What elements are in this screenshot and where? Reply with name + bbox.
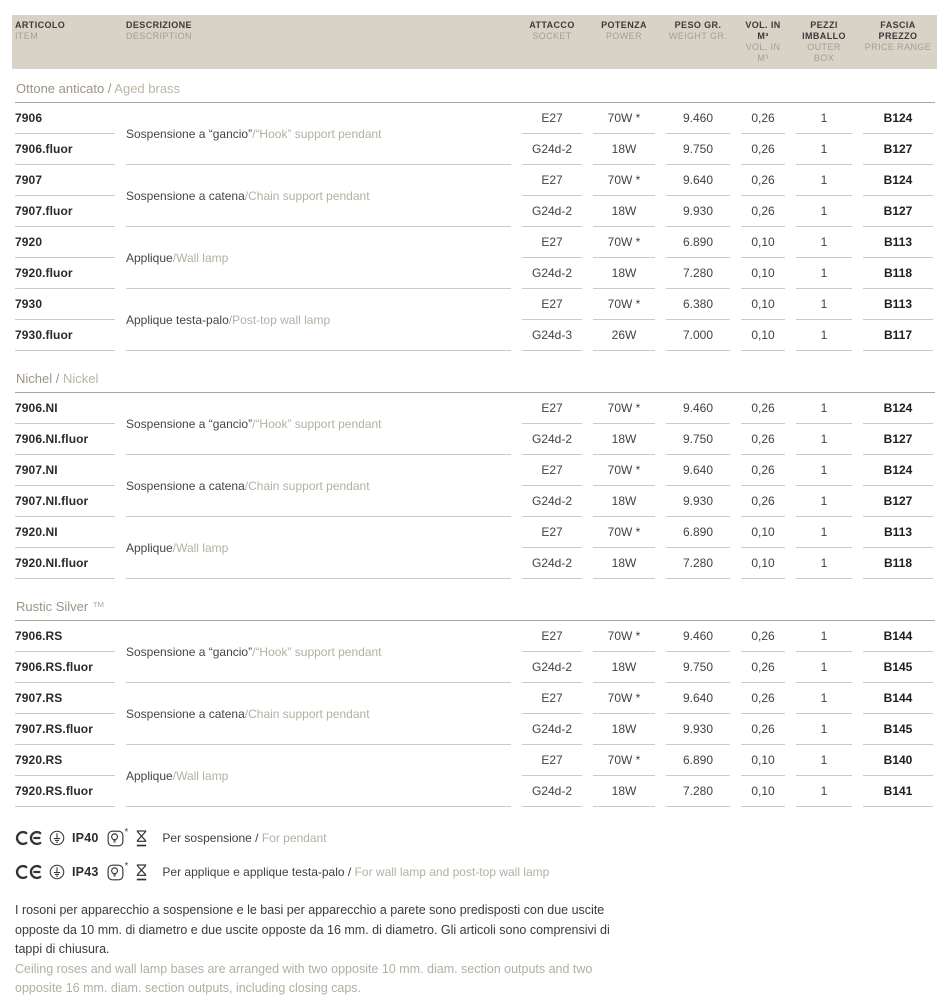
- pieces-value: 1: [796, 134, 852, 165]
- volume-value: 0,26: [741, 424, 785, 455]
- power-value: 18W: [593, 652, 655, 683]
- description-italian: Applique: [126, 768, 173, 783]
- column-header-descrizione: DESCRIZIONE DESCRIPTION: [126, 20, 192, 41]
- price-value: B113: [863, 517, 933, 548]
- power-value: 18W: [593, 134, 655, 165]
- article-code: 7907.NI: [15, 455, 115, 486]
- power-value: 70W *: [593, 455, 655, 486]
- footnote-italian: I rosoni per apparecchio a sospensione e le basi per apparecchio a parete sono predisposti con due uscite opposte da 10 mm. di diametro e due uscite opposte da 16 mm. di diametro. Gli articoli sono comprensivi di tappi di chiusura.: [15, 903, 610, 956]
- socket-value: E27: [522, 103, 582, 134]
- socket-value: G24d-3: [522, 320, 582, 351]
- article-code: 7906: [15, 103, 115, 134]
- volume-value: 0,26: [741, 103, 785, 134]
- weight-value: 7.000: [666, 320, 730, 351]
- article-code: 7906.RS: [15, 621, 115, 652]
- product-group: [15, 683, 935, 745]
- volume-value: 0,26: [741, 683, 785, 714]
- pieces-value: 1: [796, 683, 852, 714]
- power-value: 70W *: [593, 745, 655, 776]
- enclosure-lamp-icon: [107, 830, 124, 847]
- price-value: B124: [863, 103, 933, 134]
- section-title: Ottone anticato / Aged brass: [15, 81, 935, 103]
- weight-value: 9.750: [666, 424, 730, 455]
- power-value: 18W: [593, 258, 655, 289]
- volume-value: 0,10: [741, 548, 785, 579]
- cert-label-english: For wall lamp and post-top wall lamp: [354, 865, 550, 879]
- description-italian: Sospensione a catena: [126, 706, 245, 721]
- table-header: [12, 15, 937, 69]
- socket-value: E27: [522, 393, 582, 424]
- ce-mark-icon: [15, 864, 42, 880]
- article-code: 7906.NI: [15, 393, 115, 424]
- pieces-value: 1: [796, 714, 852, 745]
- socket-value: E27: [522, 745, 582, 776]
- article-code: 7920.RS.fluor: [15, 776, 115, 807]
- price-value: B127: [863, 424, 933, 455]
- power-value: 18W: [593, 776, 655, 807]
- power-value: 70W *: [593, 289, 655, 320]
- power-value: 18W: [593, 714, 655, 745]
- socket-value: G24d-2: [522, 652, 582, 683]
- description-italian: Applique: [126, 540, 173, 555]
- product-group: [15, 227, 935, 289]
- power-value: 70W *: [593, 517, 655, 548]
- weight-value: 6.890: [666, 517, 730, 548]
- power-value: 70W *: [593, 165, 655, 196]
- weight-value: 9.750: [666, 652, 730, 683]
- weight-value: 7.280: [666, 776, 730, 807]
- pieces-value: 1: [796, 745, 852, 776]
- socket-value: E27: [522, 455, 582, 486]
- description-english: “Hook” support pendant: [255, 644, 382, 659]
- article-code: 7906.RS.fluor: [15, 652, 115, 683]
- price-value: B144: [863, 621, 933, 652]
- pieces-value: 1: [796, 424, 852, 455]
- socket-value: E27: [522, 621, 582, 652]
- article-code: 7907: [15, 165, 115, 196]
- product-description: Sospensione a “gancio” / “Hook” support pendant: [126, 103, 511, 165]
- pieces-value: 1: [796, 517, 852, 548]
- description-english: Wall lamp: [176, 540, 229, 555]
- description-english: “Hook” support pendant: [255, 126, 382, 141]
- weight-value: 6.890: [666, 745, 730, 776]
- price-value: B141: [863, 776, 933, 807]
- weight-value: 9.640: [666, 683, 730, 714]
- price-value: B127: [863, 134, 933, 165]
- socket-value: G24d-2: [522, 714, 582, 745]
- weight-value: 9.750: [666, 134, 730, 165]
- description-italian: Sospensione a catena: [126, 188, 245, 203]
- price-value: B127: [863, 196, 933, 227]
- description-italian: Applique: [126, 250, 173, 265]
- product-group: [15, 517, 935, 579]
- volume-value: 0,26: [741, 393, 785, 424]
- volume-value: 0,10: [741, 745, 785, 776]
- power-value: 18W: [593, 548, 655, 579]
- weight-value: 6.380: [666, 289, 730, 320]
- description-english: Chain support pendant: [248, 188, 370, 203]
- volume-value: 0,26: [741, 714, 785, 745]
- column-header-attacco: ATTACCO SOCKET: [529, 20, 575, 41]
- column-header-articolo: ARTICOLO ITEM: [15, 20, 66, 41]
- pieces-value: 1: [796, 393, 852, 424]
- volume-value: 0,10: [741, 289, 785, 320]
- article-code: 7920.RS: [15, 745, 115, 776]
- weight-value: 9.460: [666, 393, 730, 424]
- pieces-value: 1: [796, 103, 852, 134]
- weight-value: 7.280: [666, 548, 730, 579]
- article-code: 7907.RS.fluor: [15, 714, 115, 745]
- volume-value: 0,26: [741, 455, 785, 486]
- price-value: B124: [863, 455, 933, 486]
- power-value: 70W *: [593, 227, 655, 258]
- power-value: 70W *: [593, 393, 655, 424]
- price-value: B118: [863, 258, 933, 289]
- section-title-italian: Nichel: [16, 371, 53, 386]
- product-description: Applique testa-palo / Post-top wall lamp: [126, 289, 511, 351]
- class-i-earth-icon: [49, 864, 65, 880]
- product-description: Sospensione a catena / Chain support pendant: [126, 165, 511, 227]
- socket-value: E27: [522, 517, 582, 548]
- pieces-value: 1: [796, 621, 852, 652]
- article-code: 7930.fluor: [15, 320, 115, 351]
- pieces-value: 1: [796, 486, 852, 517]
- volume-value: 0,10: [741, 258, 785, 289]
- certification-label: Per sospensione / For pendant: [162, 831, 327, 845]
- description-italian: Sospensione a catena: [126, 478, 245, 493]
- socket-value: G24d-2: [522, 776, 582, 807]
- weight-value: 9.930: [666, 486, 730, 517]
- cert-label-english: For pendant: [261, 831, 327, 845]
- section-title: [15, 599, 935, 621]
- article-code: 7920.NI.fluor: [15, 548, 115, 579]
- product-description: Sospensione a “gancio” / “Hook” support pendant: [126, 621, 511, 683]
- class-i-earth-icon: [49, 830, 65, 846]
- price-value: B118: [863, 548, 933, 579]
- product-group: [15, 393, 935, 455]
- product-group: [15, 621, 935, 683]
- price-value: B145: [863, 652, 933, 683]
- power-value: 70W *: [593, 683, 655, 714]
- socket-value: G24d-2: [522, 486, 582, 517]
- description-english: Chain support pendant: [248, 478, 370, 493]
- column-header-pezzi-imballo: PEZZI IMBALLO OUTER BOX: [802, 20, 846, 63]
- pieces-value: 1: [796, 227, 852, 258]
- weight-value: 9.640: [666, 165, 730, 196]
- socket-value: E27: [522, 165, 582, 196]
- pieces-value: 1: [796, 165, 852, 196]
- volume-value: 0,10: [741, 517, 785, 548]
- material-section: [15, 81, 935, 351]
- min-distance-hourglass-icon: [134, 863, 149, 882]
- description-italian: Sospensione a “gancio”: [126, 126, 253, 141]
- catalog-page: [0, 15, 950, 995]
- product-group: [15, 745, 935, 807]
- ip-rating: IP43: [72, 865, 99, 879]
- socket-value: E27: [522, 683, 582, 714]
- description-english: Post-top wall lamp: [232, 312, 331, 327]
- pieces-value: 1: [796, 455, 852, 486]
- footnote-english: Ceiling roses and wall lamp bases are arranged with two opposite 10 mm. diam. section outputs and two opposite 16 mm. diam. section outputs, including closing caps.: [15, 961, 593, 995]
- price-value: B113: [863, 289, 933, 320]
- weight-value: 6.890: [666, 227, 730, 258]
- article-code: 7907.fluor: [15, 196, 115, 227]
- socket-value: G24d-2: [522, 134, 582, 165]
- product-group: [15, 289, 935, 351]
- column-header-fascia-prezzo: FASCIA PREZZO PRICE RANGE: [864, 20, 932, 52]
- product-description: Sospensione a “gancio” / “Hook” support pendant: [126, 393, 511, 455]
- socket-value: G24d-2: [522, 424, 582, 455]
- column-header-volume: VOL. IN M³ VOL. IN M³: [745, 20, 781, 63]
- description-italian: Applique testa-palo: [126, 312, 229, 327]
- material-section: [15, 371, 935, 579]
- volume-value: 0,26: [741, 196, 785, 227]
- pieces-value: 1: [796, 258, 852, 289]
- socket-value: E27: [522, 227, 582, 258]
- certification-row: [15, 825, 935, 851]
- ip-rating: IP40: [72, 831, 99, 845]
- product-description: Applique / Wall lamp: [126, 227, 511, 289]
- column-header-peso: PESO GR. WEIGHT GR.: [668, 20, 728, 41]
- weight-value: 9.640: [666, 455, 730, 486]
- asterisk-note: *: [124, 860, 129, 872]
- section-title-english: Nickel: [62, 371, 99, 386]
- price-value: B113: [863, 227, 933, 258]
- column-header-potenza: POTENZA POWER: [601, 20, 647, 41]
- product-group: [15, 455, 935, 517]
- weight-value: 9.930: [666, 196, 730, 227]
- product-description: Sospensione a catena / Chain support pendant: [126, 683, 511, 745]
- article-code: 7906.NI.fluor: [15, 424, 115, 455]
- article-code: 7907.NI.fluor: [15, 486, 115, 517]
- pieces-value: 1: [796, 320, 852, 351]
- description-italian: Sospensione a “gancio”: [126, 416, 253, 431]
- volume-value: 0,10: [741, 320, 785, 351]
- trademark-symbol: ™: [88, 599, 105, 614]
- description-english: Wall lamp: [176, 250, 229, 265]
- price-value: B145: [863, 714, 933, 745]
- volume-value: 0,26: [741, 165, 785, 196]
- power-value: 26W: [593, 320, 655, 351]
- volume-value: 0,26: [741, 621, 785, 652]
- enclosure-lamp-icon: [107, 864, 124, 881]
- power-value: 70W *: [593, 621, 655, 652]
- section-title-italian: Rustic Silver: [16, 599, 89, 614]
- cert-label-italian: Per sospensione: [162, 831, 252, 845]
- socket-value: E27: [522, 289, 582, 320]
- volume-value: 0,26: [741, 134, 785, 165]
- price-value: B117: [863, 320, 933, 351]
- price-value: B140: [863, 745, 933, 776]
- socket-value: G24d-2: [522, 258, 582, 289]
- description-english: Chain support pendant: [248, 706, 370, 721]
- article-code: 7920.NI: [15, 517, 115, 548]
- section-title: Nichel / Nickel: [15, 371, 935, 393]
- volume-value: 0,10: [741, 776, 785, 807]
- volume-value: 0,26: [741, 652, 785, 683]
- article-code: 7930: [15, 289, 115, 320]
- certification-row: [15, 859, 935, 885]
- weight-value: 9.930: [666, 714, 730, 745]
- article-code: 7906.fluor: [15, 134, 115, 165]
- weight-value: 9.460: [666, 103, 730, 134]
- price-value: B144: [863, 683, 933, 714]
- weight-value: 7.280: [666, 258, 730, 289]
- article-code: 7920: [15, 227, 115, 258]
- asterisk-note: *: [124, 826, 129, 838]
- min-distance-hourglass-icon: [134, 829, 149, 848]
- article-code: 7920.fluor: [15, 258, 115, 289]
- product-group: [15, 165, 935, 227]
- power-value: 18W: [593, 196, 655, 227]
- socket-value: G24d-2: [522, 548, 582, 579]
- ce-mark-icon: [15, 830, 42, 846]
- table-body: [15, 81, 935, 807]
- pieces-value: 1: [796, 196, 852, 227]
- product-group: [15, 103, 935, 165]
- power-value: 18W: [593, 424, 655, 455]
- power-value: 18W: [593, 486, 655, 517]
- description-english: Wall lamp: [176, 768, 229, 783]
- volume-value: 0,10: [741, 227, 785, 258]
- product-description: Applique / Wall lamp: [126, 745, 511, 807]
- volume-value: 0,26: [741, 486, 785, 517]
- weight-value: 9.460: [666, 621, 730, 652]
- pieces-value: 1: [796, 776, 852, 807]
- pieces-value: 1: [796, 652, 852, 683]
- section-title-italian: Ottone anticato: [16, 81, 105, 96]
- certifications: [15, 825, 935, 885]
- material-section: [15, 599, 935, 807]
- cert-label-italian: Per applique e applique testa-palo: [162, 865, 345, 879]
- pieces-value: 1: [796, 289, 852, 320]
- price-value: B127: [863, 486, 933, 517]
- description-italian: Sospensione a “gancio”: [126, 644, 253, 659]
- description-english: “Hook” support pendant: [255, 416, 382, 431]
- socket-value: G24d-2: [522, 196, 582, 227]
- section-title-english: Aged brass: [114, 81, 181, 96]
- price-value: B124: [863, 165, 933, 196]
- price-value: B124: [863, 393, 933, 424]
- product-description: Applique / Wall lamp: [126, 517, 511, 579]
- article-code: 7907.RS: [15, 683, 115, 714]
- power-value: 70W *: [593, 103, 655, 134]
- certification-label: Per applique e applique testa-palo / For wall lamp and post-top wall lamp: [162, 865, 550, 879]
- product-description: Sospensione a catena / Chain support pendant: [126, 455, 511, 517]
- pieces-value: 1: [796, 548, 852, 579]
